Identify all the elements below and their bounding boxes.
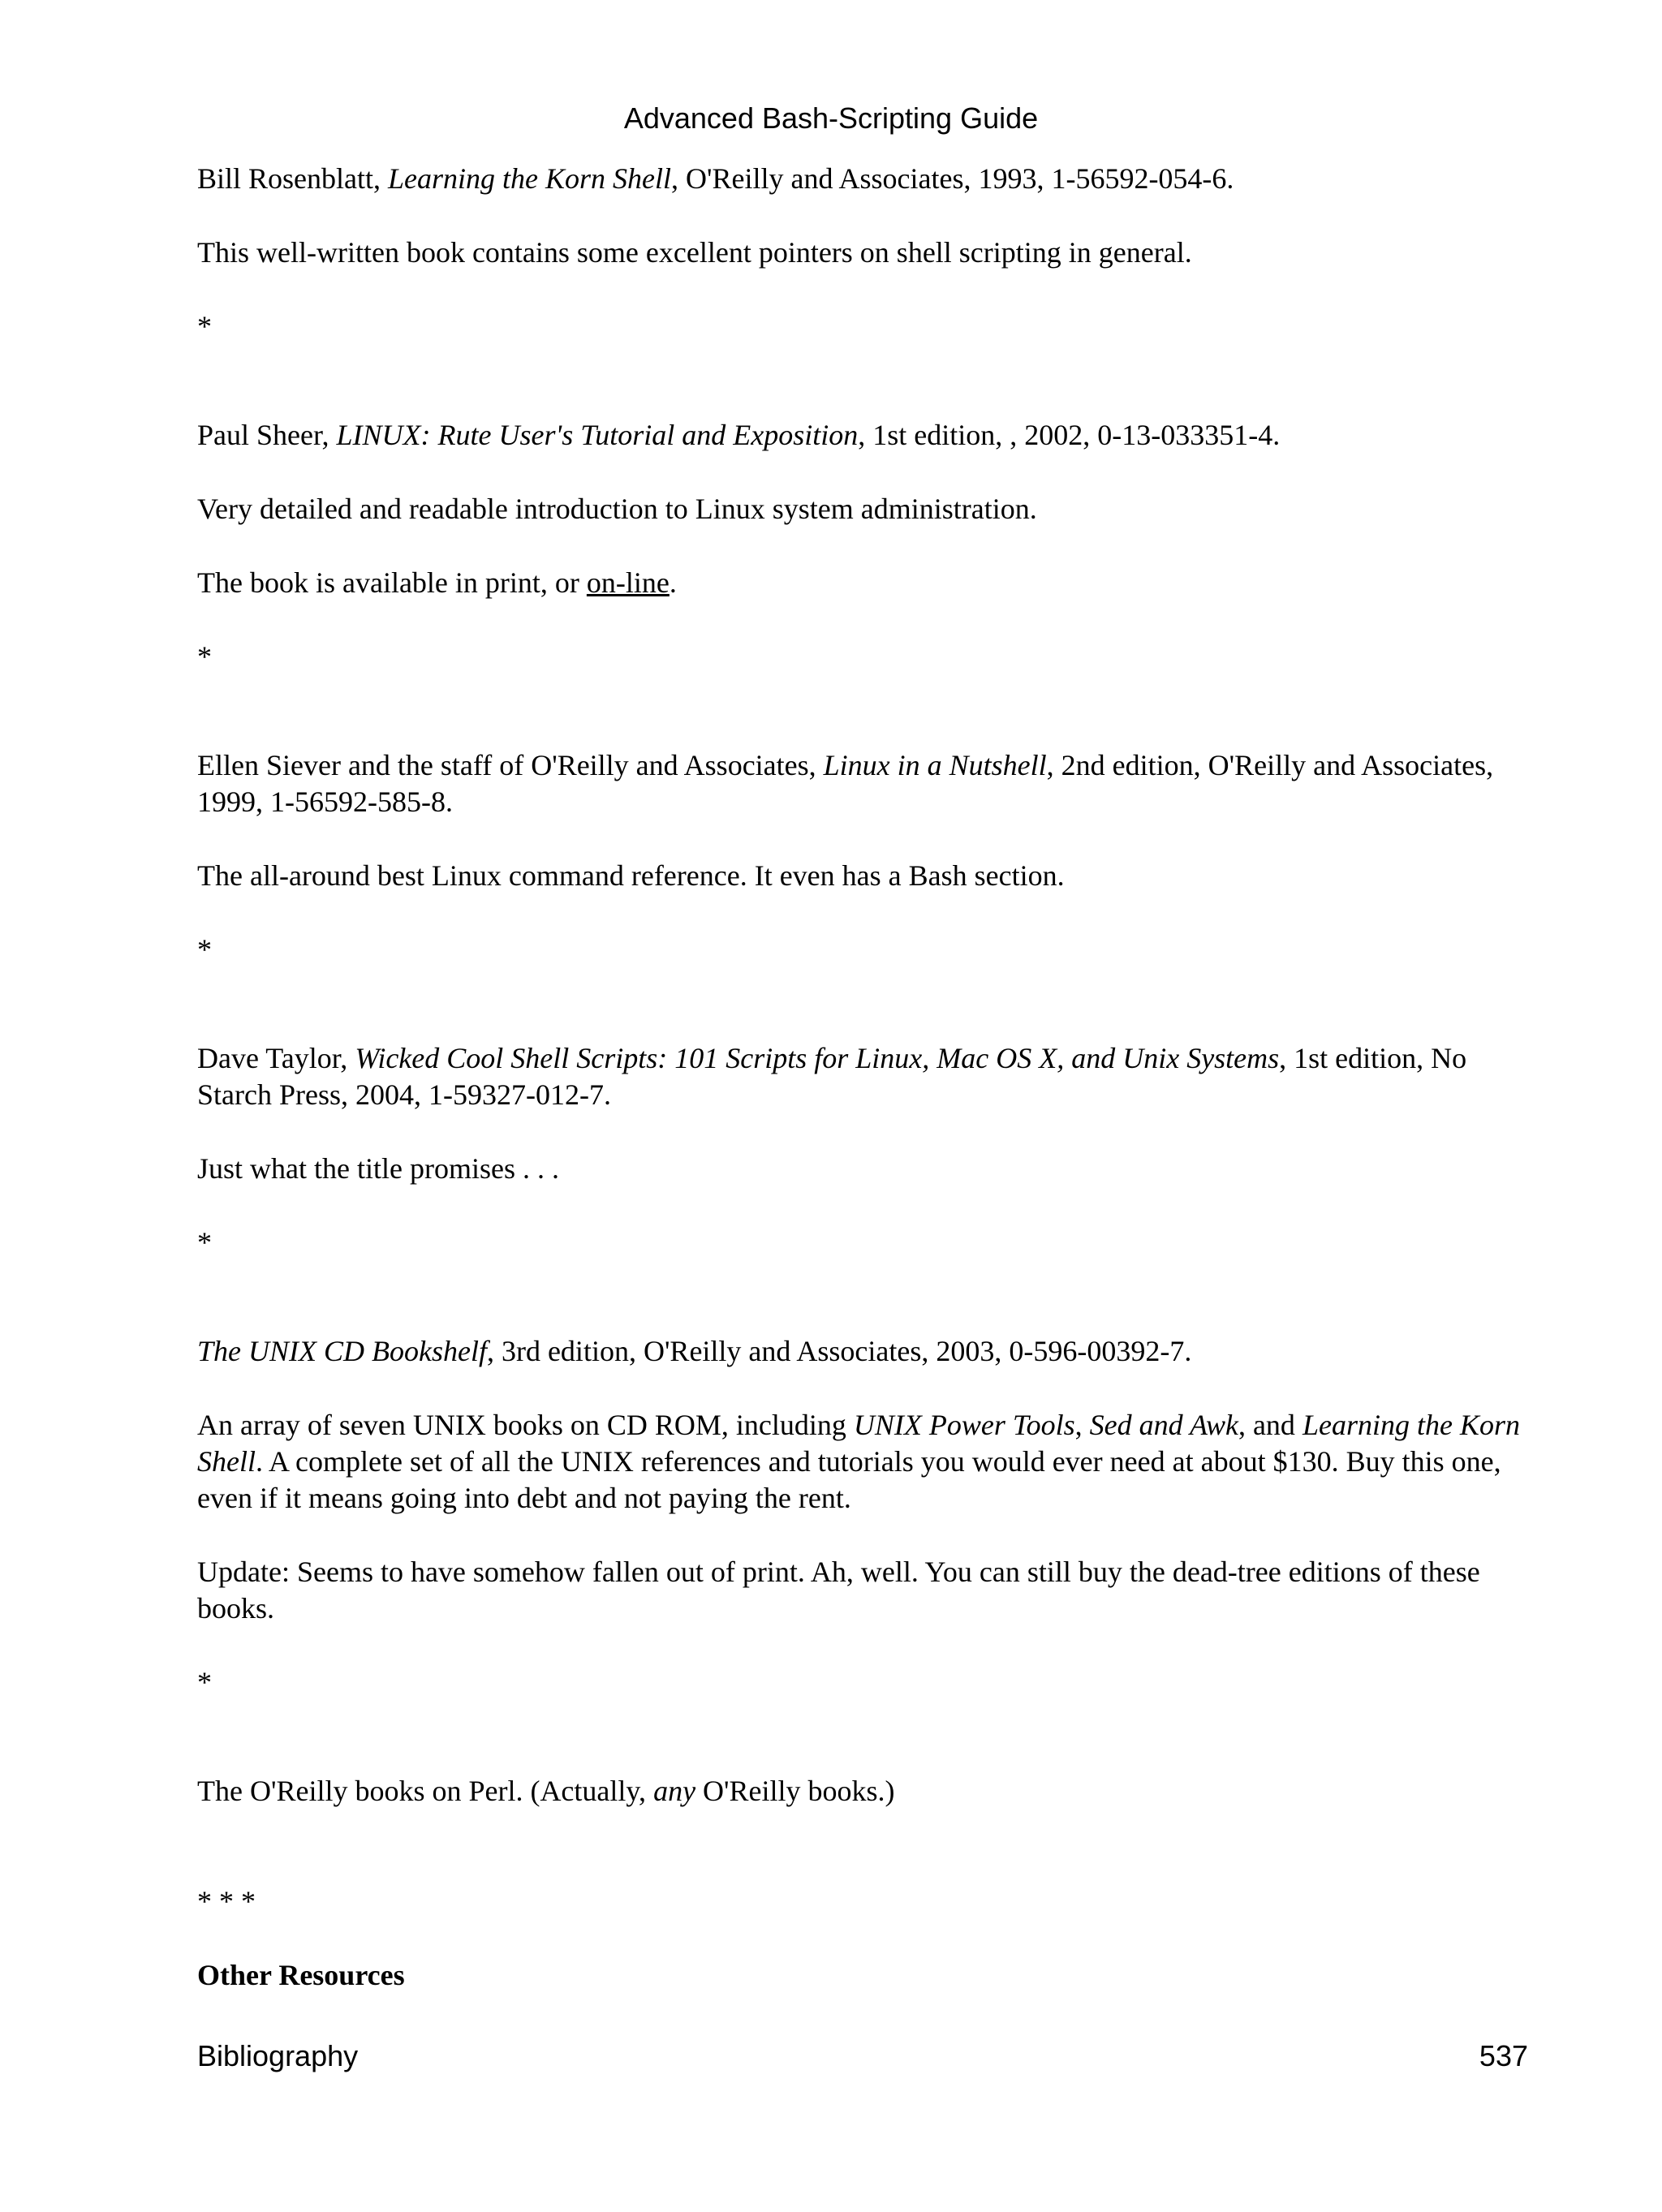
footer-section: Bibliography (197, 2039, 359, 2072)
bib-description: The all-around best Linux command reference. It even has a Bash section. (197, 859, 1065, 892)
bib-entry-taylor: Dave Taylor, Wicked Cool Shell Scripts: 101 Scripts for Linux, Mac OS X, and Unix Systems, 1st edition, No Starch Press, 2004, 1-59327-012-7. (197, 1042, 1467, 1111)
book-title: Learning the Korn Shell (197, 1409, 1520, 1478)
book-title: Learning the Korn Shell (388, 162, 672, 195)
bib-update-note: Update: Seems to have somehow fallen out of print. Ah, well. You can still buy the dead-tree editions of these books. (197, 1556, 1480, 1625)
entry-separator: * (197, 310, 212, 342)
section-heading: Other Resources (197, 1959, 405, 1991)
page-number: 537 (1479, 2039, 1528, 2072)
bib-entry-siever: Ellen Siever and the staff of O'Reilly and Associates, Linux in a Nutshell, 2nd edition, O'Reilly and Associates, 1999, 1-56592-585-8. (197, 749, 1494, 818)
bib-entry-unix-cd-bookshelf: The UNIX CD Bookshelf, 3rd edition, O'Reilly and Associates, 2003, 0-596-00392-7. (197, 1335, 1192, 1367)
book-title: The UNIX CD Bookshelf (197, 1335, 487, 1367)
bib-description: This well-written book contains some excellent pointers on shell scripting in general. (197, 236, 1192, 269)
bib-entry-perl: The O'Reilly books on Perl. (Actually, any O'Reilly books.) (197, 1775, 895, 1807)
section-separator: * * * (197, 1885, 256, 1917)
page-header: Advanced Bash-Scripting Guide (623, 101, 1039, 135)
bib-availability: The book is available in print, or on-line. (197, 566, 677, 599)
bib-entry-sheer: Paul Sheer, LINUX: Rute User's Tutorial and Exposition, 1st edition, , 2002, 0-13-033351-4. (197, 419, 1281, 451)
book-title: Linux in a Nutshell (823, 749, 1047, 781)
entry-separator: * (197, 640, 212, 673)
bib-description: Just what the title promises . . . (197, 1152, 559, 1185)
bib-entry-rosenblatt: Bill Rosenblatt, Learning the Korn Shell, O'Reilly and Associates, 1993, 1-56592-054-6. (197, 162, 1234, 195)
bib-description: Very detailed and readable introduction to Linux system administration. (197, 493, 1037, 525)
book-title: Wicked Cool Shell Scripts: 101 Scripts for Linux, Mac OS X, and Unix Systems (355, 1042, 1280, 1074)
bib-description: An array of seven UNIX books on CD ROM, including UNIX Power Tools, Sed and Awk, and Learning the Korn Shell. A complete set of all the UNIX references and tutorials you would ever need at about $130. Buy this one, even if it means going into debt and not paying the rent. (197, 1409, 1520, 1514)
book-title: LINUX: Rute User's Tutorial and Exposition (336, 419, 859, 451)
entry-separator: * (197, 1666, 212, 1698)
bibliography-content (197, 161, 1544, 1994)
emphasis: any (653, 1775, 696, 1807)
book-title: UNIX Power Tools (853, 1409, 1075, 1441)
book-title: Sed and Awk (1089, 1409, 1238, 1441)
online-link[interactable]: on-line (586, 566, 670, 599)
entry-separator: * (197, 1226, 212, 1259)
entry-separator: * (197, 933, 212, 966)
